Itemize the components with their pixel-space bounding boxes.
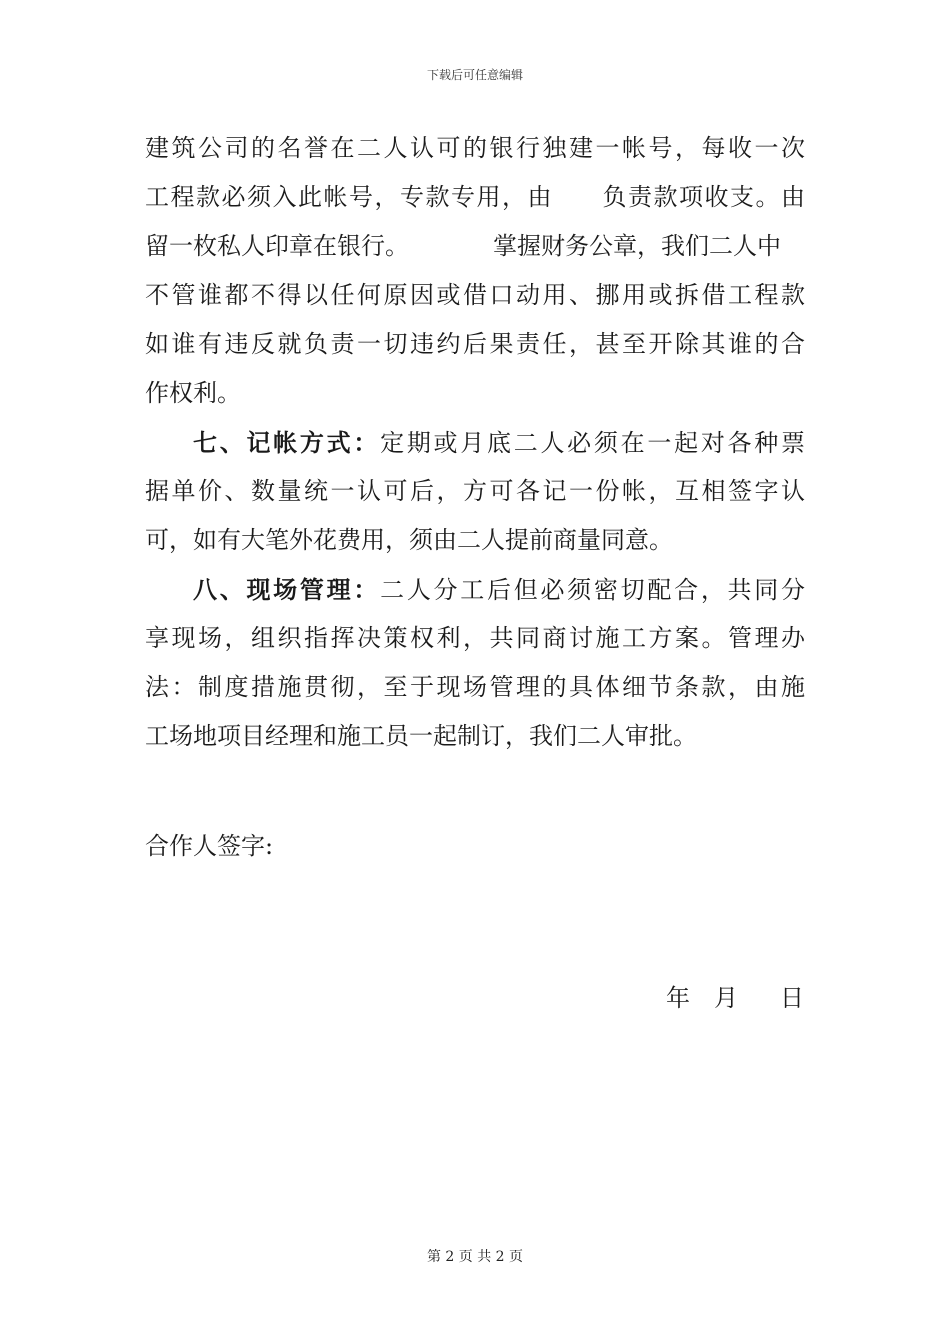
signature-label: 合作人签字: [145,832,274,860]
document-body [145,124,805,761]
paragraph-line: 工场地项目经理和施工员一起制订，我们二人审批。 [145,722,697,750]
paragraph-text: 负责款项收支。由 [601,183,805,211]
section-seven-first-line [145,418,805,467]
paragraph-text: 留一枚私人印章在银行。 [145,232,409,260]
paragraph-line: 据单价、数量统一认可后，方可各记一份帐，互相签字认 [145,477,805,505]
paragraph-line [145,222,805,271]
paragraph-line: 享现场，组织指挥决策权利，共同商讨施工方案。管理办 [145,624,805,652]
date-year: 年 [666,984,690,1012]
date-day: 日 [780,984,804,1012]
paragraph-line: 作权利。 [145,379,241,407]
section-heading: 七、记帐方式： [193,428,381,457]
date-line [666,978,804,1018]
paragraph-line: 法：制度措施贯彻，至于现场管理的具体细节条款，由施 [145,673,805,701]
paragraph-line: 建筑公司的名誉在二人认可的银行独建一帐号，每收一次 [145,134,805,162]
paragraph-line [145,173,805,222]
paragraph-line: 不管谁都不得以任何原因或借口动用、挪用或拆借工程款 [145,281,805,309]
page-header: 下载后可任意编辑 [426,68,523,82]
paragraph-line: 如谁有违反就负责一切违约后果责任，甚至开除其谁的合 [145,330,805,358]
paragraph-text: 工程款必须入此帐号，专款专用，由 [145,183,553,211]
page-footer: 第 2 页 共 2 页 [426,1249,524,1265]
date-month: 月 [714,984,738,1012]
section-heading: 八、现场管理： [193,575,381,604]
paragraph-text: 定期或月底二人必须在一起对各种票 [380,429,806,457]
section-eight-first-line [145,565,805,614]
paragraph-line: 可，如有大笔外花费用，须由二人提前商量同意。 [145,526,673,554]
paragraph-text: 掌握财务公章，我们二人中 [493,232,781,260]
paragraph-text: 二人分工后但必须密切配合，共同分 [380,576,806,604]
